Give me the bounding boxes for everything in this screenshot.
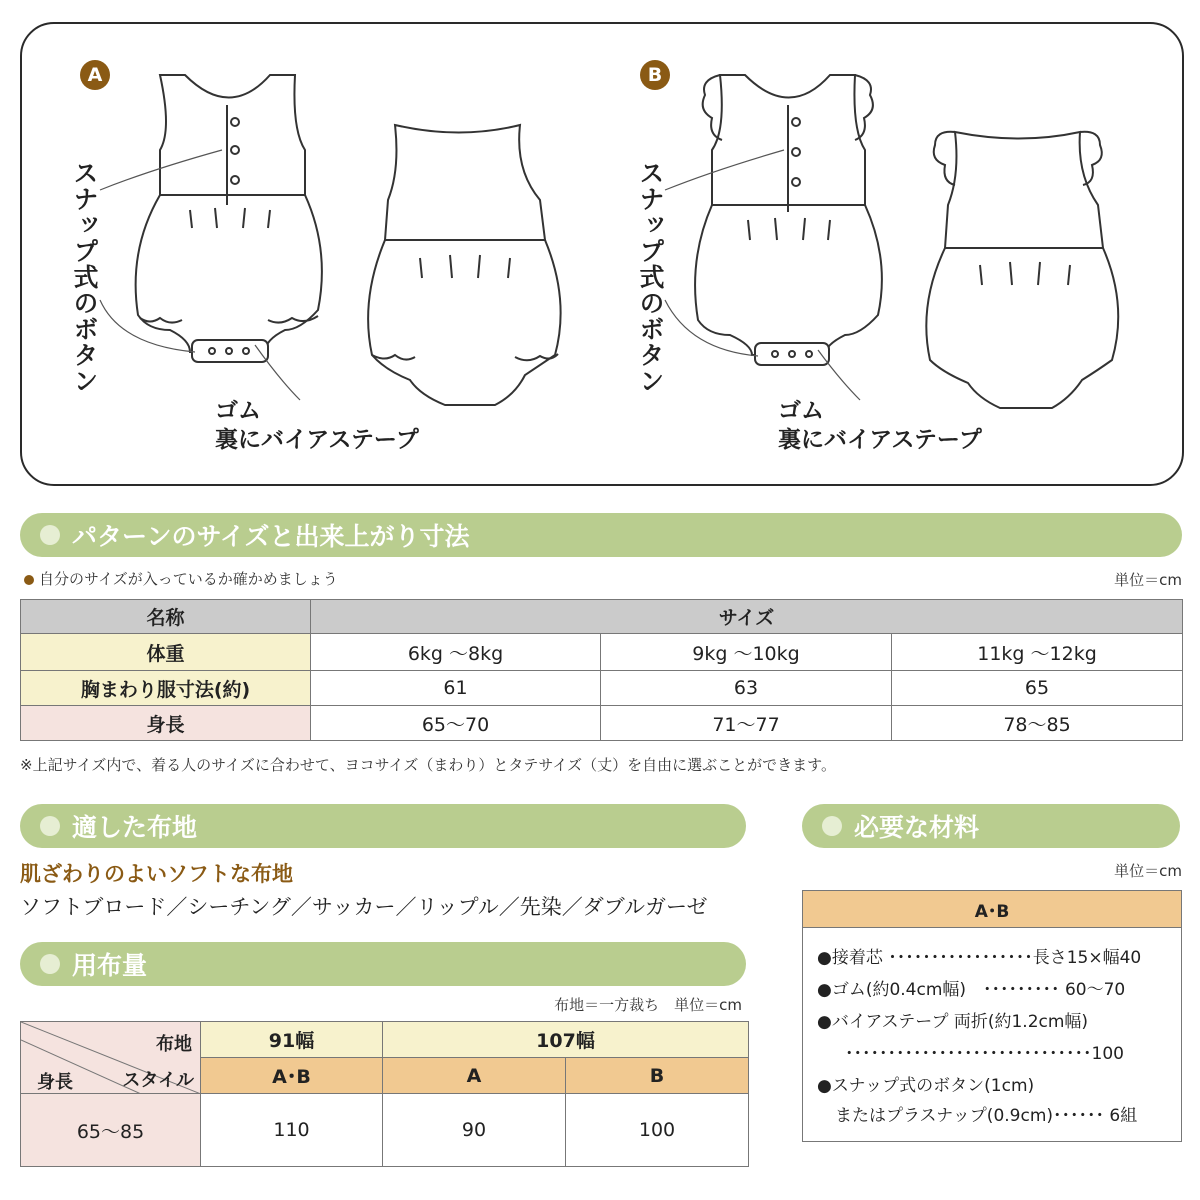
romper-b-back (926, 132, 1118, 408)
materials-section-title: 必要な材料 (854, 813, 980, 842)
size-table (20, 599, 1183, 741)
elastic-label-b: ゴム (778, 398, 824, 424)
bias-tape-label-b: 裏にバイアステープ (778, 427, 982, 453)
romper-a-front (136, 75, 322, 362)
style-a-badge: A (80, 60, 110, 90)
material-item: ●スナップ式のボタン(1cm) (817, 1076, 1035, 1096)
style-ab-header: A･B (201, 1058, 383, 1094)
material-item: ●接着芯 ･････････････････長さ15×幅40 (817, 948, 1142, 968)
yardage-cell: 100 (566, 1094, 749, 1167)
romper-a-back (368, 125, 561, 405)
row-label-height: 身長 (21, 706, 311, 741)
width-107-header: 107幅 (383, 1022, 749, 1058)
yardage-section-header (20, 942, 746, 986)
size-cell: 11kg ～12kg (892, 634, 1183, 671)
material-item: またはプラスナップ(0.9cm)･･････ 6組 (835, 1106, 1138, 1126)
size-section-title: パターンのサイズと出来上がり寸法 (72, 522, 470, 551)
elastic-label-a: ゴム (215, 398, 261, 424)
corner-style-label: スタイル (122, 1070, 194, 1091)
materials-section-header (802, 804, 1180, 848)
size-cell: 78～85 (892, 706, 1183, 741)
size-cell: 9kg ～10kg (601, 634, 892, 671)
size-note (24, 568, 338, 589)
bullet-icon (24, 575, 34, 585)
yardage-note: 布地＝一方裁ち 単位＝cm (554, 996, 742, 1014)
size-header-size: サイズ (311, 600, 1183, 634)
size-cell: 61 (311, 671, 601, 706)
header-dot-icon (40, 954, 60, 974)
yardage-row-label: 65～85 (21, 1094, 201, 1167)
size-cell: 63 (601, 671, 892, 706)
size-note-text: 自分のサイズが入っているか確かめましょう (39, 570, 338, 588)
corner-fabric-label: 布地 (156, 1034, 192, 1055)
row-label-weight: 体重 (21, 634, 311, 671)
width-91-header: 91幅 (201, 1022, 383, 1058)
header-dot-icon (40, 525, 60, 545)
fabric-section-title: 適した布地 (72, 813, 198, 842)
snap-button-label-a: スナップ式のボタン (70, 160, 99, 394)
size-cell: 65～70 (311, 706, 601, 741)
material-item: ●ゴム(約0.4cm幅) ･････････ 60～70 (817, 980, 1126, 1000)
size-footnote: ※上記サイズ内で、着る人のサイズに合わせて、ヨコサイズ（まわり）とタテサイズ（丈）を自由に選ぶことができます。 (20, 756, 836, 774)
size-cell: 71～77 (601, 706, 892, 741)
materials-box (802, 890, 1182, 1142)
material-item: ●バイアステープ 両折(約1.2cm幅) (817, 1012, 1089, 1032)
romper-illustrations (0, 0, 1200, 490)
yardage-corner-cell (21, 1022, 201, 1094)
materials-header: A･B (803, 891, 1181, 928)
fabric-list: ソフトブロード／シーチング／サッカー／リップル／先染／ダブルガーゼ (20, 895, 708, 919)
header-dot-icon (40, 816, 60, 836)
size-unit: 単位＝cm (1114, 571, 1182, 589)
materials-unit: 単位＝cm (1114, 862, 1182, 880)
bias-tape-label-a: 裏にバイアステープ (215, 427, 419, 453)
corner-height-label: 身長 (37, 1072, 73, 1093)
romper-b-front (695, 75, 882, 365)
fabric-section-header (20, 804, 746, 848)
size-section-header (20, 513, 1182, 557)
snap-button-label-b: スナップ式のボタン (636, 160, 665, 394)
yardage-table (20, 1021, 749, 1167)
material-item: ･････････････････････････････100 (845, 1044, 1124, 1064)
style-b-header: B (566, 1058, 749, 1094)
style-b-badge: B (640, 60, 670, 90)
style-a-header: A (383, 1058, 566, 1094)
size-header-name: 名称 (21, 600, 311, 634)
yardage-cell: 90 (383, 1094, 566, 1167)
size-cell: 6kg ～8kg (311, 634, 601, 671)
fabric-subtitle: 肌ざわりのよいソフトな布地 (20, 862, 293, 886)
yardage-cell: 110 (201, 1094, 383, 1167)
row-label-chest: 胸まわり服寸法(約) (21, 671, 311, 706)
yardage-section-title: 用布量 (72, 951, 148, 980)
size-cell: 65 (892, 671, 1183, 706)
header-dot-icon (822, 816, 842, 836)
